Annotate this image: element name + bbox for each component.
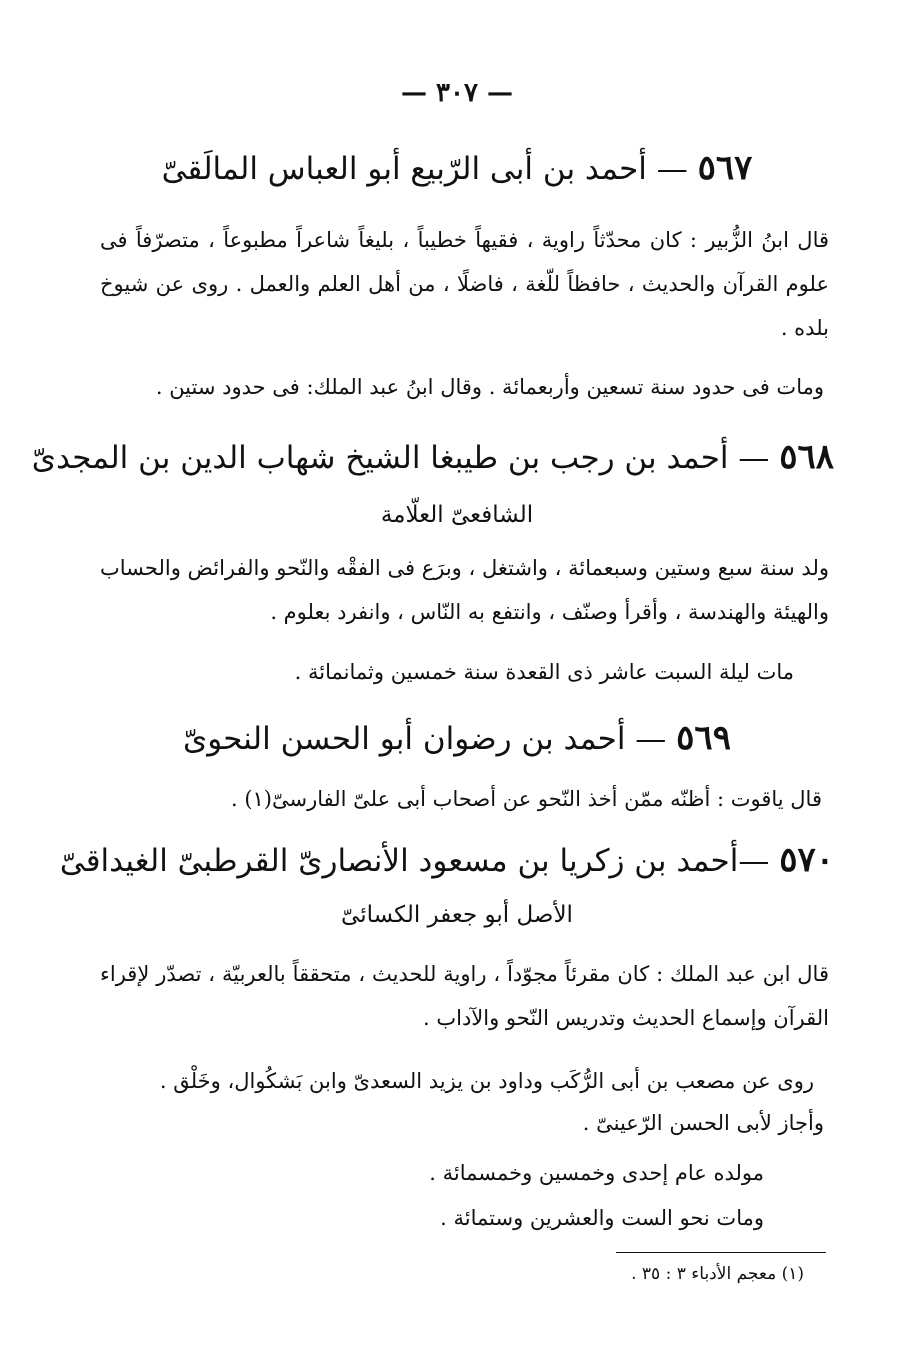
entry-title-570	[59, 840, 834, 881]
entry-heading: — أحمد بن أبى الرّبيع أبو العباس المالَقىّ	[161, 151, 688, 187]
footnote: (١) معجم الأدباء ٣ : ٣٥ .	[631, 1264, 804, 1284]
footnote-divider	[616, 1252, 826, 1253]
entry-paragraph: روى عن مصعب بن أبى الرُّكَب وداود بن يزيد السعدىّ وابن بَشكُوال، وخَلْق .	[159, 1069, 814, 1093]
entry-paragraph: ومات نحو الست والعشرين وستمائة .	[440, 1206, 764, 1230]
entry-title-568	[31, 437, 834, 478]
entry-paragraph: قال ابن عبد الملك : كان مقرئاً مجوّداً ، راوية للحديث ، متحققاً بالعربيّة ، تصدّر لإقراء القرآن وإسماع الحديث وتدريس النّحو والآداب .	[100, 962, 829, 1030]
entry-number: ٥٦٧	[697, 148, 753, 188]
entry-title-567	[80, 148, 834, 189]
entry-title-569	[80, 718, 834, 759]
entry-paragraph: مات ليلة السبت عاشر ذى القعدة سنة خمسين وثمانمائة .	[294, 660, 794, 684]
entry-subtitle: الشافعىّ العلّامة	[380, 502, 534, 528]
entry-paragraph: قال ياقوت : أظنّه ممّن أخذ النّحو عن أصحاب أبى علىّ الفارسىّ(١) .	[230, 787, 822, 811]
entry-paragraph: ولد سنة سبع وستين وسبعمائة ، واشتغل ، وبرَع فى الفقْه والنّحو والفرائض والحساب والهيئة والهندسة ، وأقرأ وصنّف ، وانتفع به النّاس ، وانفرد بعلوم .	[100, 556, 829, 624]
entry-paragraph: قال ابنُ الزُّبير : كان محدّثاً راوية ، فقيهاً خطيباً ، بليغاً شاعراً مطبوعاً ، متصرّفاً فى علوم القرآن والحديث ، حافظاً للّغة ، فاضلًا ، من أهل العلم والعمل . روى عن شيوخ بلده .	[100, 228, 829, 340]
entry-paragraph: وأجاز لأبى الحسن الرّعينىّ .	[582, 1111, 824, 1135]
entry-heading: — أحمد بن رجب بن طيبغا الشيخ شهاب الدين بن المجدىّ	[31, 440, 770, 476]
entry-paragraph: ومات فى حدود سنة تسعين وأربعمائة . وقال ابنُ عبد الملك: فى حدود ستين .	[155, 375, 824, 399]
entry-number: ٥٦٩	[676, 718, 731, 758]
entry-number: ٥٧٠	[779, 840, 834, 880]
page-number: — ٣٠٧ —	[400, 78, 514, 108]
entry-number: ٥٦٨	[779, 437, 834, 477]
entry-heading: —أحمد بن زكريا بن مسعود الأنصارىّ القرطبىّ الغيداقىّ	[59, 843, 770, 879]
entry-paragraph: مولده عام إحدى وخمسين وخمسمائة .	[429, 1161, 764, 1185]
entry-heading: — أحمد بن رضوان أبو الحسن النحوىّ	[183, 721, 667, 757]
entry-subtitle: الأصل أبو جعفر الكسائىّ	[341, 902, 573, 928]
